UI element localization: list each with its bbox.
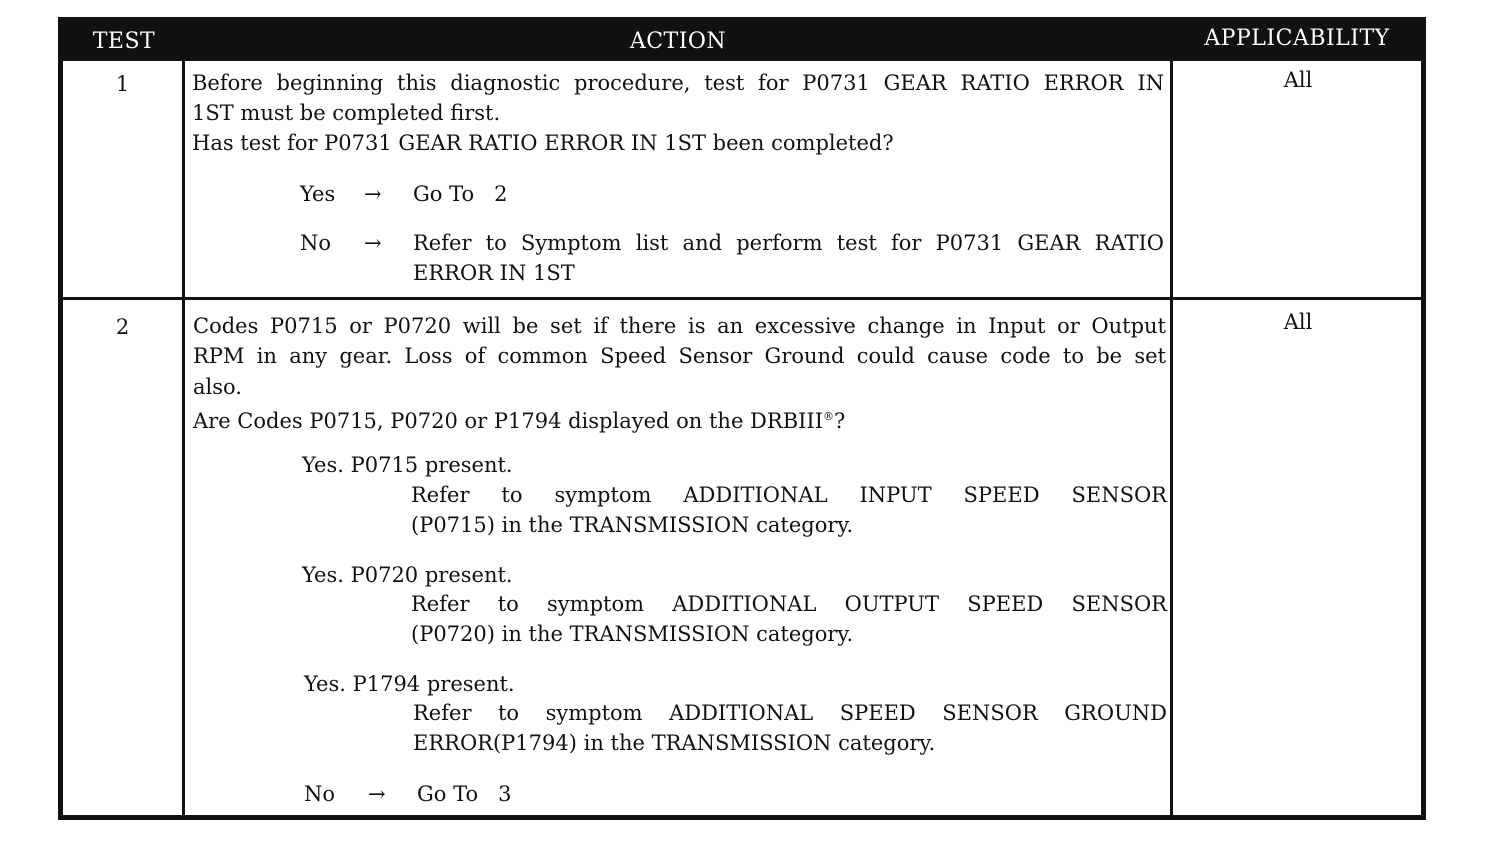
- column-divider-applicability: [1170, 61, 1173, 815]
- row-2-option-2-text-line-2: (P0720) in the TRANSMISSION category.: [411, 622, 854, 646]
- row-1-action-line-1: Before beginning this diagnostic procedure, test for P0731 GEAR RATIO ERROR IN: [192, 71, 1164, 95]
- row-1-no-text-line-1: Refer to Symptom list and perform test for P0731 GEAR RATIO: [413, 231, 1164, 255]
- header-test: TEST: [92, 29, 156, 54]
- row-2-applicability: All: [1283, 310, 1313, 334]
- row-1-yes-label: Yes: [300, 182, 336, 206]
- table-header: [63, 22, 1421, 61]
- row-2-question-text: Are Codes P0715, P0720 or P1794 displayed on the DRBIII: [193, 409, 824, 433]
- row-2-action-line-3: also.: [193, 375, 242, 399]
- row-2-option-2-label: Yes. P0720 present.: [302, 563, 513, 587]
- row-2-option-1-text-line-1: Refer to symptom ADDITIONAL INPUT SPEED SENSOR: [411, 483, 1167, 507]
- row-2-no-arrow-icon: →: [368, 782, 386, 806]
- row-divider: [63, 297, 1421, 300]
- diagnostic-table: [58, 17, 1426, 820]
- row-2-no-goto: Go To 3: [417, 782, 512, 806]
- row-2-option-1-text-line-2: (P0715) in the TRANSMISSION category.: [411, 513, 854, 537]
- row-2-action-line-4: [193, 402, 845, 436]
- row-2-option-3-label: Yes. P1794 present.: [304, 672, 515, 696]
- row-2-action-line-2: RPM in any gear. Loss of common Speed Sensor Ground could cause code to be set: [193, 344, 1166, 368]
- row-1-no-text-line-2: ERROR IN 1ST: [413, 261, 575, 285]
- row-1-action-line-3: Has test for P0731 GEAR RATIO ERROR IN 1ST been completed?: [192, 131, 894, 155]
- row-1-yes-arrow-icon: →: [364, 182, 382, 206]
- header-action: ACTION: [629, 29, 727, 54]
- column-divider-test: [182, 61, 185, 815]
- row-2-option-3-text-line-1: Refer to symptom ADDITIONAL SPEED SENSOR GROUND: [413, 701, 1167, 725]
- header-applicability: APPLICABILITY: [1204, 26, 1390, 51]
- registered-mark: ®: [823, 410, 835, 423]
- row-2-option-3-text-line-2: ERROR(P1794) in the TRANSMISSION category.: [413, 731, 936, 755]
- row-1-action-line-2: 1ST must be completed first.: [192, 101, 501, 125]
- row-2-option-2-text-line-1: Refer to symptom ADDITIONAL OUTPUT SPEED SENSOR: [411, 592, 1167, 616]
- row-2-no-label: No: [304, 782, 336, 806]
- row-1-no-arrow-icon: →: [364, 231, 382, 255]
- row-1-yes-goto: Go To 2: [413, 182, 508, 206]
- row-2-test-number: 2: [115, 315, 130, 339]
- row-1-test-number: 1: [115, 72, 130, 96]
- row-1-applicability: All: [1283, 68, 1313, 92]
- row-2-option-1-label: Yes. P0715 present.: [302, 453, 513, 477]
- row-1-no-label: No: [300, 231, 332, 255]
- row-2-action-line-1: Codes P0715 or P0720 will be set if there is an excessive change in Input or Output: [193, 314, 1166, 338]
- row-2-question-mark: ?: [834, 409, 846, 433]
